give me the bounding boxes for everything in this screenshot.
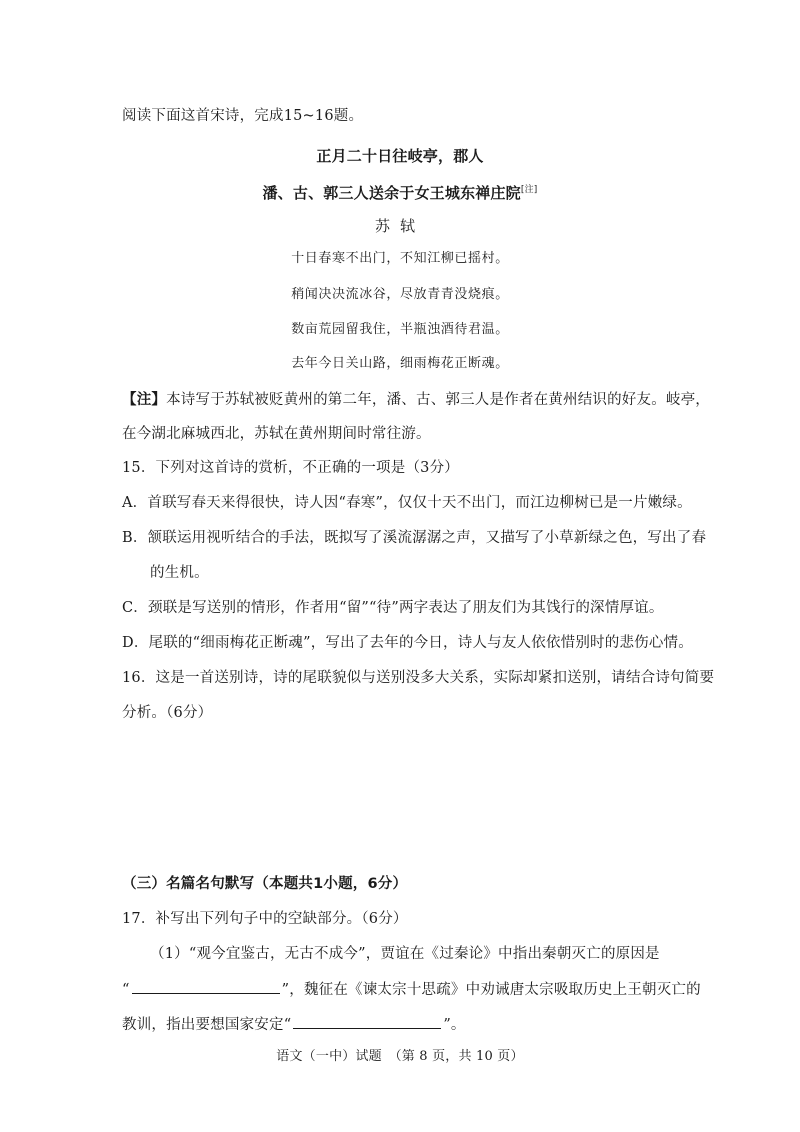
- q16-line-2: 分析。（6分）: [122, 705, 213, 721]
- quote-open-1: “: [122, 982, 130, 998]
- note-marker: [注]: [520, 185, 538, 195]
- section3-heading: （三）名篇名句默写（本题共1小题，6分）: [122, 876, 408, 892]
- q17-stem: 17．补写出下列句子中的空缺部分。（6分）: [122, 911, 408, 927]
- note-label: 【注】: [122, 392, 167, 408]
- poem-line-1: 十日春寒不出门，不知江柳已摇村。: [291, 251, 509, 266]
- note-text-1: 本诗写于苏轼被贬黄州的第二年，潘、古、郭三人是作者在黄州结识的好友。岐亭，: [166, 392, 711, 408]
- q15-option-b: B．颔联运用视听结合的手法，既拟写了溪流潺潺之声，又描写了小草新绿之色，写出了春: [122, 530, 707, 546]
- q17-part1-line3: [122, 1014, 466, 1035]
- page-footer: 语文（一中）试题 （第 8 页，共 10 页）: [276, 1049, 524, 1064]
- q15-option-a: A．首联写春天来得很快，诗人因“春寒”，仅仅十天不出门，而江边柳树已是一片嫩绿。: [122, 495, 692, 511]
- q16-line-1: 16．这是一首送别诗，诗的尾联貌似与送别没多大关系，实际却紧扣送别，请结合诗句简要: [122, 670, 715, 686]
- q17-line3-text: 教训，指出要想国家安定“: [122, 1017, 292, 1033]
- q15-option-b-cont: 的生机。: [150, 565, 209, 581]
- q17-part1-line2: [122, 979, 701, 1000]
- q15-option-d: D．尾联的“细雨梅花正断魂”，写出了去年的今日，诗人与友人依依惜别时的悲伤心情。: [122, 635, 693, 651]
- answer-blank-2[interactable]: [293, 1014, 441, 1029]
- note-line-2: 在今湖北麻城西北，苏轼在黄州期间时常往游。: [122, 426, 431, 442]
- poem-line-3: 数亩荒园留我住，半瓶浊酒待君温。: [291, 322, 509, 337]
- poem-author: 苏轼: [374, 217, 425, 235]
- q17-part1-line1: （1）“观今宜鉴古，无古不成今”，贾谊在《过秦论》中指出秦朝灭亡的原因是: [150, 946, 660, 962]
- poem-title-line2: [0, 180, 800, 203]
- q15-stem: 15．下列对这首诗的赏析，不正确的一项是（3分）: [122, 460, 459, 476]
- answer-blank-1[interactable]: [132, 979, 280, 994]
- reading-intro: 阅读下面这首宋诗，完成15~16题。: [122, 108, 364, 124]
- poem-line-4: 去年今日关山路，细雨梅花正断魂。: [291, 356, 509, 371]
- poem-title-text: 潘、古、郭三人送余于女王城东禅庄院: [262, 184, 521, 202]
- q15-option-c: C．颈联是写送别的情形，作者用“留”“待”两字表达了朋友们为其饯行的深情厚谊。: [122, 600, 664, 616]
- note-line-1: [122, 390, 710, 410]
- q17-line2-text: ”，魏征在《谏太宗十思疏》中劝诫唐太宗吸取历史上王朝灭亡的: [281, 982, 701, 998]
- poem-line-2: 稍闻决决流冰谷，尽放青青没烧痕。: [291, 287, 509, 302]
- poem-title-line1: 正月二十日往岐亭，郡人: [316, 147, 484, 165]
- quote-close-2: ”。: [443, 1017, 466, 1033]
